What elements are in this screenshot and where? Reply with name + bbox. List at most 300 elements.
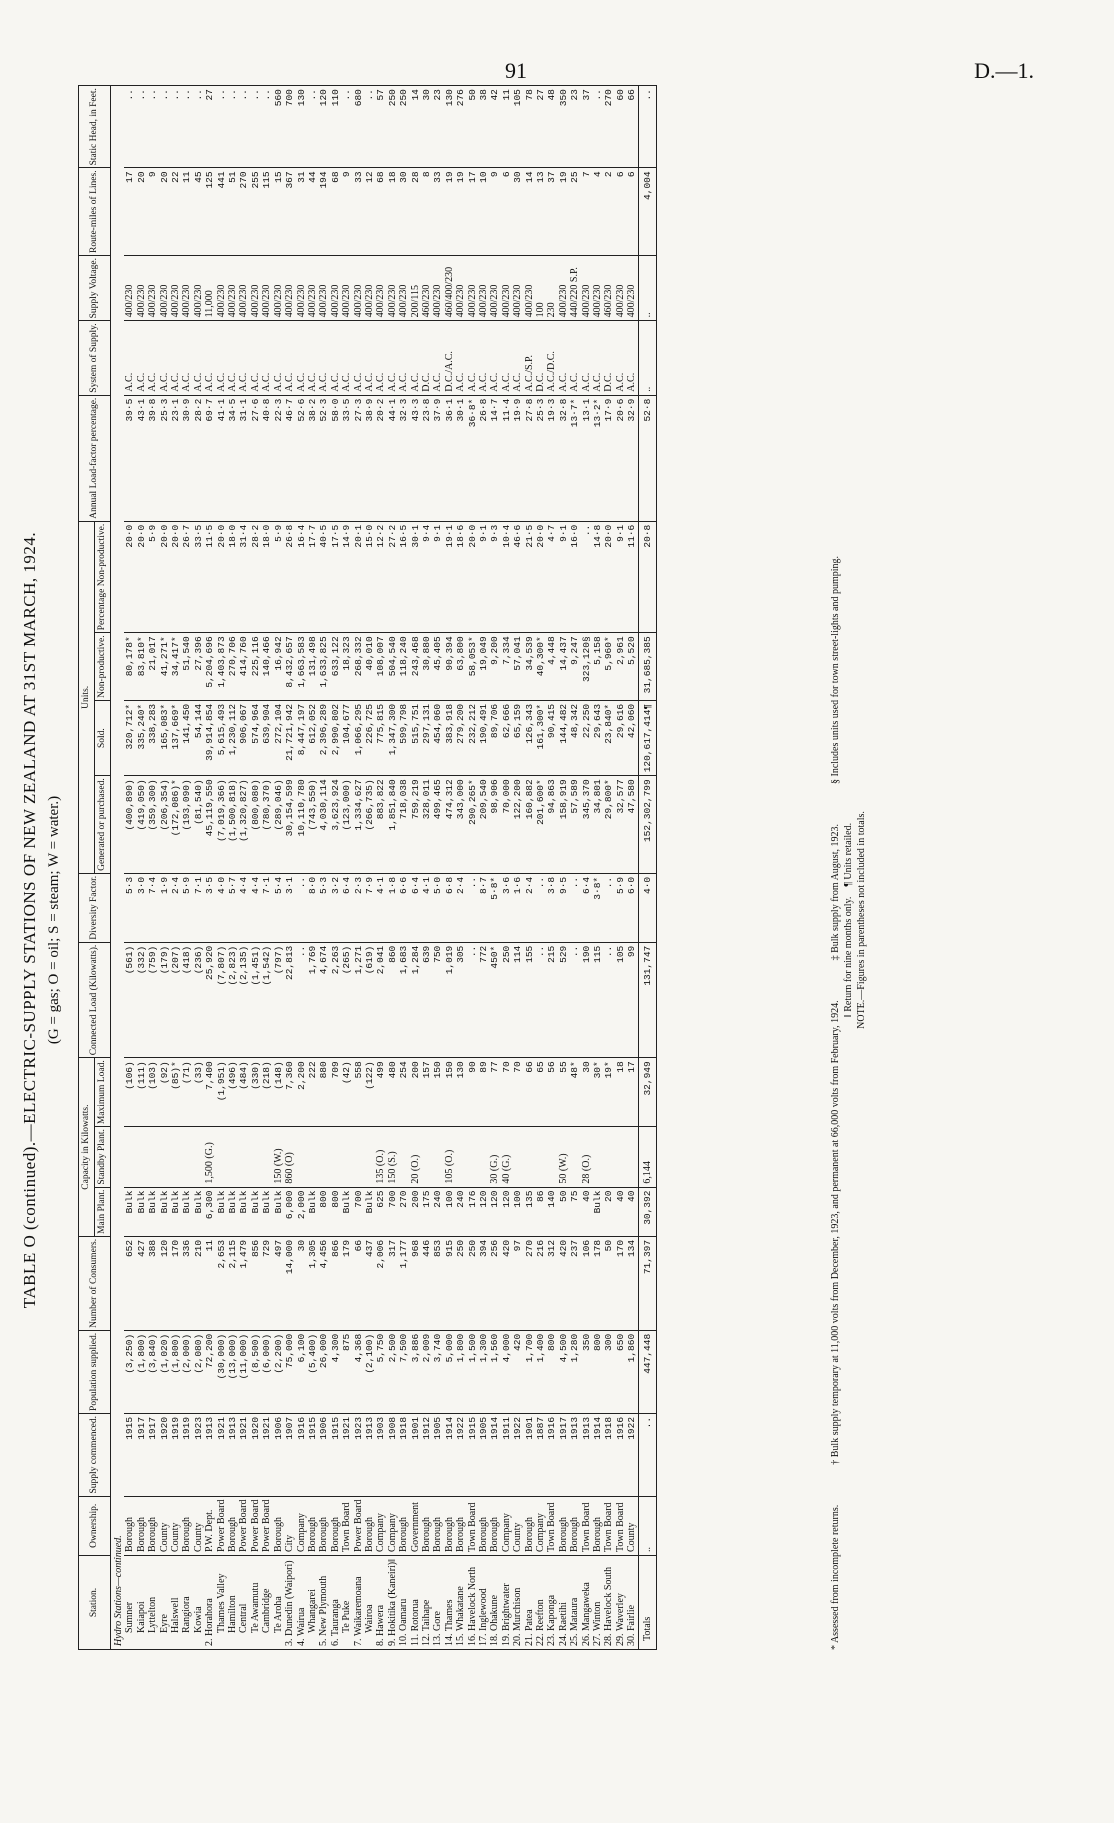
cell-station: 22. Reefton: [535, 1556, 546, 1650]
cell-diversity: 3·5: [204, 873, 215, 942]
header-maxload: Maximum Load.: [95, 1058, 111, 1127]
cell-generated: 10,110,780: [296, 776, 307, 874]
cell-ownership: Borough: [455, 1496, 466, 1556]
cell-pct: 19·1: [444, 521, 455, 633]
cell-loadfactor: 32·9: [626, 395, 638, 521]
cell-head: 130: [296, 86, 307, 168]
cell-generated: 3,623,924: [330, 776, 341, 874]
cell-generated: 209,540: [478, 776, 489, 874]
cell-commenced: 1908: [387, 1413, 398, 1496]
cell-pct: 9·1: [615, 521, 626, 633]
cell-connected: ..: [467, 942, 478, 1058]
table-row: [261, 86, 272, 1650]
cell-main: 800: [318, 1187, 329, 1236]
cell-head: ..: [238, 86, 249, 168]
cell-ownership: P.W. Dept.: [204, 1496, 215, 1556]
cell-population: 2,009: [421, 1330, 432, 1413]
cell-head: 130: [444, 86, 455, 168]
cell-station: 19. Brightwater: [501, 1556, 512, 1650]
cell-voltage: 400/230: [341, 256, 352, 321]
cell-standby: [159, 1127, 170, 1187]
cell-main: 40: [615, 1187, 626, 1236]
cell-maxload: 77: [489, 1058, 500, 1127]
cell-connected: (1,542): [261, 942, 272, 1058]
cell-system: A.C.: [398, 321, 409, 395]
cell-nonprod: 323,120§: [581, 633, 592, 701]
cell-standby: [455, 1127, 466, 1187]
cell-population: 3,886: [410, 1330, 421, 1413]
cell-consumers: 853: [432, 1236, 443, 1330]
table-row: [569, 86, 580, 1650]
cell-sold: 272,104: [273, 700, 284, 775]
cell-loadfactor: 32·8: [558, 395, 569, 521]
cell-diversity: 7·1: [261, 873, 272, 942]
cell-population: 1,800: [455, 1330, 466, 1413]
cell-pct: 12·2: [375, 521, 386, 633]
cell-loadfactor: 34·5: [227, 395, 238, 521]
cell-ownership: County: [170, 1496, 181, 1556]
cell-standby: [353, 1127, 364, 1187]
cell-station: Lyttelton: [147, 1556, 158, 1650]
cell-nonprod: 63,800: [455, 633, 466, 701]
cell-nonprod: 5,520: [626, 633, 638, 701]
cell-nonprod: 51,540: [181, 633, 192, 701]
table-row: [387, 86, 398, 1650]
table-row: [432, 86, 443, 1650]
table-row: [489, 86, 500, 1650]
cell-voltage: 400/230: [501, 256, 512, 321]
cell-connected: ..: [535, 942, 546, 1058]
table-row: [318, 86, 329, 1650]
cell-station: Wairoa: [364, 1556, 375, 1650]
cell-diversity: 6·4: [581, 873, 592, 942]
cell-sold: 906,067: [238, 700, 249, 775]
cell-route: 19: [558, 168, 569, 256]
cell-generated: 47,580: [626, 776, 638, 874]
header-generated: Generated or purchased.: [95, 776, 111, 874]
cell-population: 1,860: [626, 1330, 638, 1413]
cell-generated: (359,300): [147, 776, 158, 874]
cell-diversity: ..: [467, 873, 478, 942]
table-row: [170, 86, 181, 1650]
cell-generated: 57,589: [569, 776, 580, 874]
cell-maxload: (92): [159, 1058, 170, 1127]
cell-head: 270: [603, 86, 614, 168]
cell-system: A.C.: [170, 321, 181, 395]
cell-sold: 1,230,112: [227, 700, 238, 775]
cell-loadfactor: 41·1: [216, 395, 227, 521]
cell-maxload: 2,200: [296, 1058, 307, 1127]
cell-sold: 1,347,300: [387, 700, 398, 775]
cell-generated: 29,800*: [603, 776, 614, 874]
cell-population: (6,000): [261, 1330, 272, 1413]
cell-loadfactor: 27·6: [250, 395, 261, 521]
cell-voltage: 400/230: [124, 256, 135, 321]
cell-pct: 18·0: [261, 521, 272, 633]
cell-consumers: 420: [501, 1236, 512, 1330]
cell-ownership: Borough: [181, 1496, 192, 1556]
totals-loadfactor: 52·8: [638, 395, 656, 521]
cell-loadfactor: 38·2: [307, 395, 318, 521]
cell-population: 26,000: [318, 1330, 329, 1413]
cell-station: 27. Winton: [592, 1556, 603, 1650]
cell-route: 17: [124, 168, 135, 256]
totals-system: ..: [638, 321, 656, 395]
cell-station: 9. Hokitika (Kaneiri)‖: [387, 1556, 398, 1650]
cell-ownership: Borough: [318, 1496, 329, 1556]
cell-pct: 14·9: [341, 521, 352, 633]
cell-station: 13. Gore: [432, 1556, 443, 1650]
cell-maxload: 150: [432, 1058, 443, 1127]
cell-consumers: 446: [421, 1236, 432, 1330]
cell-connected: 99: [626, 942, 638, 1058]
cell-route: 45: [193, 168, 204, 256]
cell-population: 75,000: [284, 1330, 295, 1413]
cell-commenced: 1913: [364, 1413, 375, 1496]
cell-head: ..: [159, 86, 170, 168]
cell-population: 1,400: [535, 1330, 546, 1413]
cell-maxload: (496): [227, 1058, 238, 1127]
cell-population: (1,800): [170, 1330, 181, 1413]
cell-connected: 1,019: [444, 942, 455, 1058]
cell-station: Te Awamutu: [250, 1556, 261, 1650]
cell-consumers: 312: [546, 1236, 557, 1330]
cell-system: D.C.: [535, 321, 546, 395]
cell-loadfactor: 13·7*: [569, 395, 580, 521]
cell-pct: 40·5: [318, 521, 329, 633]
cell-voltage: 400/230: [159, 256, 170, 321]
cell-generated: (7,019,366): [216, 776, 227, 874]
totals-consumers: 71,397: [638, 1236, 656, 1330]
cell-nonprod: 2,961: [615, 633, 626, 701]
cell-system: A.C.: [387, 321, 398, 395]
cell-system: A.C.: [569, 321, 580, 395]
cell-head: 27: [204, 86, 215, 168]
cell-population: 4,000: [501, 1330, 512, 1413]
cell-diversity: ..: [569, 873, 580, 942]
cell-route: 9: [489, 168, 500, 256]
cell-voltage: 400/230: [318, 256, 329, 321]
cell-head: 27: [535, 86, 546, 168]
cell-route: 44: [307, 168, 318, 256]
cell-maxload: 30*: [592, 1058, 603, 1127]
cell-voltage: 460/400/230: [444, 256, 455, 321]
cell-head: 23: [569, 86, 580, 168]
cell-standby: [398, 1127, 409, 1187]
table-row: [455, 86, 466, 1650]
cell-commenced: 1915: [307, 1413, 318, 1496]
cell-system: A.C.: [227, 321, 238, 395]
cell-consumers: 237: [569, 1236, 580, 1330]
cell-standby: [603, 1127, 614, 1187]
cell-route: 25: [569, 168, 580, 256]
cell-station: 28. Havelock South: [603, 1556, 614, 1650]
cell-diversity: 4·0: [216, 873, 227, 942]
cell-nonprod: 34,539: [524, 633, 535, 701]
cell-route: 367: [284, 168, 295, 256]
cell-main: 120: [489, 1187, 500, 1236]
cell-head: 57: [375, 86, 386, 168]
cell-generated: 1,851,840: [387, 776, 398, 874]
cell-main: 120: [501, 1187, 512, 1236]
cell-station: 10. Oamaru: [398, 1556, 409, 1650]
cell-voltage: 400/230: [489, 256, 500, 321]
cell-voltage: 400/230: [467, 256, 478, 321]
cell-system: A.C.: [478, 321, 489, 395]
cell-nonprod: 5,204,696: [204, 633, 215, 701]
cell-route: 51: [227, 168, 238, 256]
cell-loadfactor: 31·1: [238, 395, 249, 521]
cell-ownership: Borough: [569, 1496, 580, 1556]
header-voltage: Supply Voltage.: [79, 256, 111, 321]
cell-station: 3. Dunedin (Waipori): [284, 1556, 295, 1650]
table-row: [524, 86, 535, 1650]
cell-nonprod: 8,432,657: [284, 633, 295, 701]
cell-consumers: 2,006: [375, 1236, 386, 1330]
cell-generated: 343,000: [455, 776, 466, 874]
cell-standby: [227, 1127, 238, 1187]
cell-system: A.C.: [375, 321, 386, 395]
cell-standby: [524, 1127, 535, 1187]
cell-ownership: Company: [501, 1496, 512, 1556]
cell-pct: 17·5: [330, 521, 341, 633]
footnote-nine-months: ‖ Return for nine months only.: [843, 896, 854, 1018]
cell-sold: 29,616: [615, 700, 626, 775]
cell-system: A.C.: [341, 321, 352, 395]
cell-population: (2,000): [181, 1330, 192, 1413]
cell-maxload: 48*: [569, 1058, 580, 1127]
header-diversity: Diversity Factor.: [79, 873, 111, 942]
cell-head: 48: [546, 86, 557, 168]
cell-head: 276: [455, 86, 466, 168]
cell-head: ..: [181, 86, 192, 168]
cell-route: 115: [261, 168, 272, 256]
cell-sold: 232,212: [467, 700, 478, 775]
cell-voltage: 400/230: [216, 256, 227, 321]
cell-head: ..: [170, 86, 181, 168]
cell-system: A.C.: [204, 321, 215, 395]
cell-diversity: 5·3: [318, 873, 329, 942]
cell-standby: [124, 1127, 135, 1187]
cell-route: 68: [375, 168, 386, 256]
cell-sold: 8,447,197: [296, 700, 307, 775]
cell-standby: 150 (W.): [273, 1127, 284, 1187]
cell-voltage: 400/230: [353, 256, 364, 321]
table-row: [238, 86, 249, 1650]
cell-commenced: 1919: [170, 1413, 181, 1496]
header-population: Population supplied.: [79, 1330, 111, 1413]
cell-route: 22: [170, 168, 181, 256]
cell-loadfactor: 36·8*: [467, 395, 478, 521]
cell-connected: 190: [581, 942, 592, 1058]
cell-ownership: Company: [296, 1496, 307, 1556]
cell-pct: 20·0: [159, 521, 170, 633]
cell-ownership: Power Board: [216, 1496, 227, 1556]
cell-head: ..: [250, 86, 261, 168]
cell-maxload: 19*: [603, 1058, 614, 1127]
cell-voltage: 400/230: [615, 256, 626, 321]
cell-ownership: County: [193, 1496, 204, 1556]
cell-generated: (800,080): [250, 776, 261, 874]
cell-loadfactor: 28·2: [193, 395, 204, 521]
cell-pct: 9·4: [421, 521, 432, 633]
cell-sold: 62,666: [501, 700, 512, 775]
table-row: [467, 86, 478, 1650]
cell-consumers: 14,000: [284, 1236, 295, 1330]
cell-sold: 126,343: [524, 700, 535, 775]
table-row: [558, 86, 569, 1650]
cell-connected: 1,284: [410, 942, 421, 1058]
cell-nonprod: 9,200: [489, 633, 500, 701]
cell-diversity: ..: [535, 873, 546, 942]
cell-head: ..: [136, 86, 147, 168]
cell-standby: [569, 1127, 580, 1187]
cell-head: ..: [341, 86, 352, 168]
cell-diversity: 5·4: [273, 873, 284, 942]
cell-commenced: 1920: [159, 1413, 170, 1496]
cell-voltage: 400/230: [261, 256, 272, 321]
cell-standby: [318, 1127, 329, 1187]
cell-diversity: 8·0: [307, 873, 318, 942]
cell-consumers: 30: [296, 1236, 307, 1330]
cell-consumers: 106: [581, 1236, 592, 1330]
cell-loadfactor: 43·1: [136, 395, 147, 521]
table-row: [307, 86, 318, 1650]
cell-main: 6,300: [204, 1187, 215, 1236]
cell-maxload: (71): [181, 1058, 192, 1127]
table-row: [478, 86, 489, 1650]
cell-diversity: 6·4: [410, 873, 421, 942]
cell-connected: 215: [546, 942, 557, 1058]
cell-main: 50: [558, 1187, 569, 1236]
section-label: Hydro Stations—continued.: [111, 86, 125, 1650]
cell-generated: (206,354): [159, 776, 170, 874]
cell-pct: 9·1: [432, 521, 443, 633]
cell-route: 9: [341, 168, 352, 256]
cell-head: 50: [467, 86, 478, 168]
cell-head: ..: [147, 86, 158, 168]
cell-pct: 20·0: [216, 521, 227, 633]
cell-head: ..: [592, 86, 603, 168]
header-units: Units.: [79, 521, 95, 873]
cell-system: A.C.: [261, 321, 272, 395]
table-row: [147, 86, 158, 1650]
cell-nonprod: 4,448: [546, 633, 557, 701]
header-connected: Connected Load (Kilowatts).: [79, 942, 111, 1058]
cell-head: ..: [307, 86, 318, 168]
cell-diversity: 1·6: [512, 873, 523, 942]
cell-sold: 279,200: [455, 700, 466, 775]
cell-nonprod: 1,633,825: [318, 633, 329, 701]
cell-loadfactor: 23·8: [421, 395, 432, 521]
cell-connected: 105: [615, 942, 626, 1058]
cell-station: 20. Murchison: [512, 1556, 523, 1650]
cell-commenced: 1913: [227, 1413, 238, 1496]
cell-main: 40: [626, 1187, 638, 1236]
cell-system: A.C.: [250, 321, 261, 395]
cell-commenced: 1918: [398, 1413, 409, 1496]
cell-system: A.C.: [307, 321, 318, 395]
cell-voltage: 400/230: [432, 256, 443, 321]
cell-diversity: 3·8*: [592, 873, 603, 942]
cell-voltage: 400/230: [227, 256, 238, 321]
cell-standby: [216, 1127, 227, 1187]
cell-voltage: 400/230: [558, 256, 569, 321]
cell-main: 120: [478, 1187, 489, 1236]
cell-route: 20: [136, 168, 147, 256]
cell-connected: 114: [512, 942, 523, 1058]
section-row: [111, 86, 125, 1650]
cell-population: (11,000): [238, 1330, 249, 1413]
cell-head: 14: [410, 86, 421, 168]
cell-sold: 39,914,854: [204, 700, 215, 775]
cell-diversity: 1·9: [159, 873, 170, 942]
cell-standby: 28 (O.): [581, 1127, 592, 1187]
cell-generated: (289,046): [273, 776, 284, 874]
footnote-note: NOTE.—Figures in parentheses not included in totals.: [856, 811, 867, 1029]
cell-consumers: 866: [330, 1236, 341, 1330]
cell-nonprod: 16,942: [273, 633, 284, 701]
cell-consumers: 4,456: [318, 1236, 329, 1330]
cell-ownership: Town Board: [341, 1496, 352, 1556]
cell-commenced: 1922: [512, 1413, 523, 1496]
cell-ownership: Borough: [558, 1496, 569, 1556]
table-row: [284, 86, 295, 1650]
cell-maxload: (42): [341, 1058, 352, 1127]
cell-diversity: ..: [296, 873, 307, 942]
cell-maxload: 18: [615, 1058, 626, 1127]
cell-ownership: Borough: [273, 1496, 284, 1556]
cell-voltage: 400/230: [524, 256, 535, 321]
cell-standby: [421, 1127, 432, 1187]
cell-loadfactor: 69·7: [204, 395, 215, 521]
cell-population: 1,500: [467, 1330, 478, 1413]
cell-generated: 499,465: [432, 776, 443, 874]
cell-system: D.C.: [421, 321, 432, 395]
cell-generated: (1,320,827): [238, 776, 249, 874]
cell-loadfactor: 44·1: [387, 395, 398, 521]
cell-standby: 50 (W.): [558, 1127, 569, 1187]
cell-diversity: 8·7: [478, 873, 489, 942]
cell-main: Bulk: [147, 1187, 158, 1236]
cell-generated: (193,090): [181, 776, 192, 874]
cell-route: 12: [364, 168, 375, 256]
header-system: System of Supply.: [79, 321, 111, 395]
cell-commenced: 1907: [284, 1413, 295, 1496]
cell-ownership: Company: [387, 1496, 398, 1556]
cell-sold: 2,990,802: [330, 700, 341, 775]
cell-consumers: 270: [524, 1236, 535, 1330]
cell-commenced: 1923: [193, 1413, 204, 1496]
cell-sold: 2,396,289: [318, 700, 329, 775]
cell-consumers: 497: [273, 1236, 284, 1330]
cell-consumers: 915: [444, 1236, 455, 1330]
cell-main: Bulk: [193, 1187, 204, 1236]
cell-sold: 90,415: [546, 700, 557, 775]
cell-station: Whangarei: [307, 1556, 318, 1650]
cell-system: A.C.: [136, 321, 147, 395]
cell-head: ..: [216, 86, 227, 168]
cell-standby: [261, 1127, 272, 1187]
totals-generated: 152,302,799: [638, 776, 656, 874]
cell-consumers: 216: [535, 1236, 546, 1330]
cell-pct: 17·7: [307, 521, 318, 633]
totals-sold: 120,617,414¶: [638, 700, 656, 775]
cell-population: (30,000): [216, 1330, 227, 1413]
cell-route: 19: [444, 168, 455, 256]
cell-loadfactor: 13·2*: [592, 395, 603, 521]
cell-loadfactor: 27·8: [524, 395, 535, 521]
